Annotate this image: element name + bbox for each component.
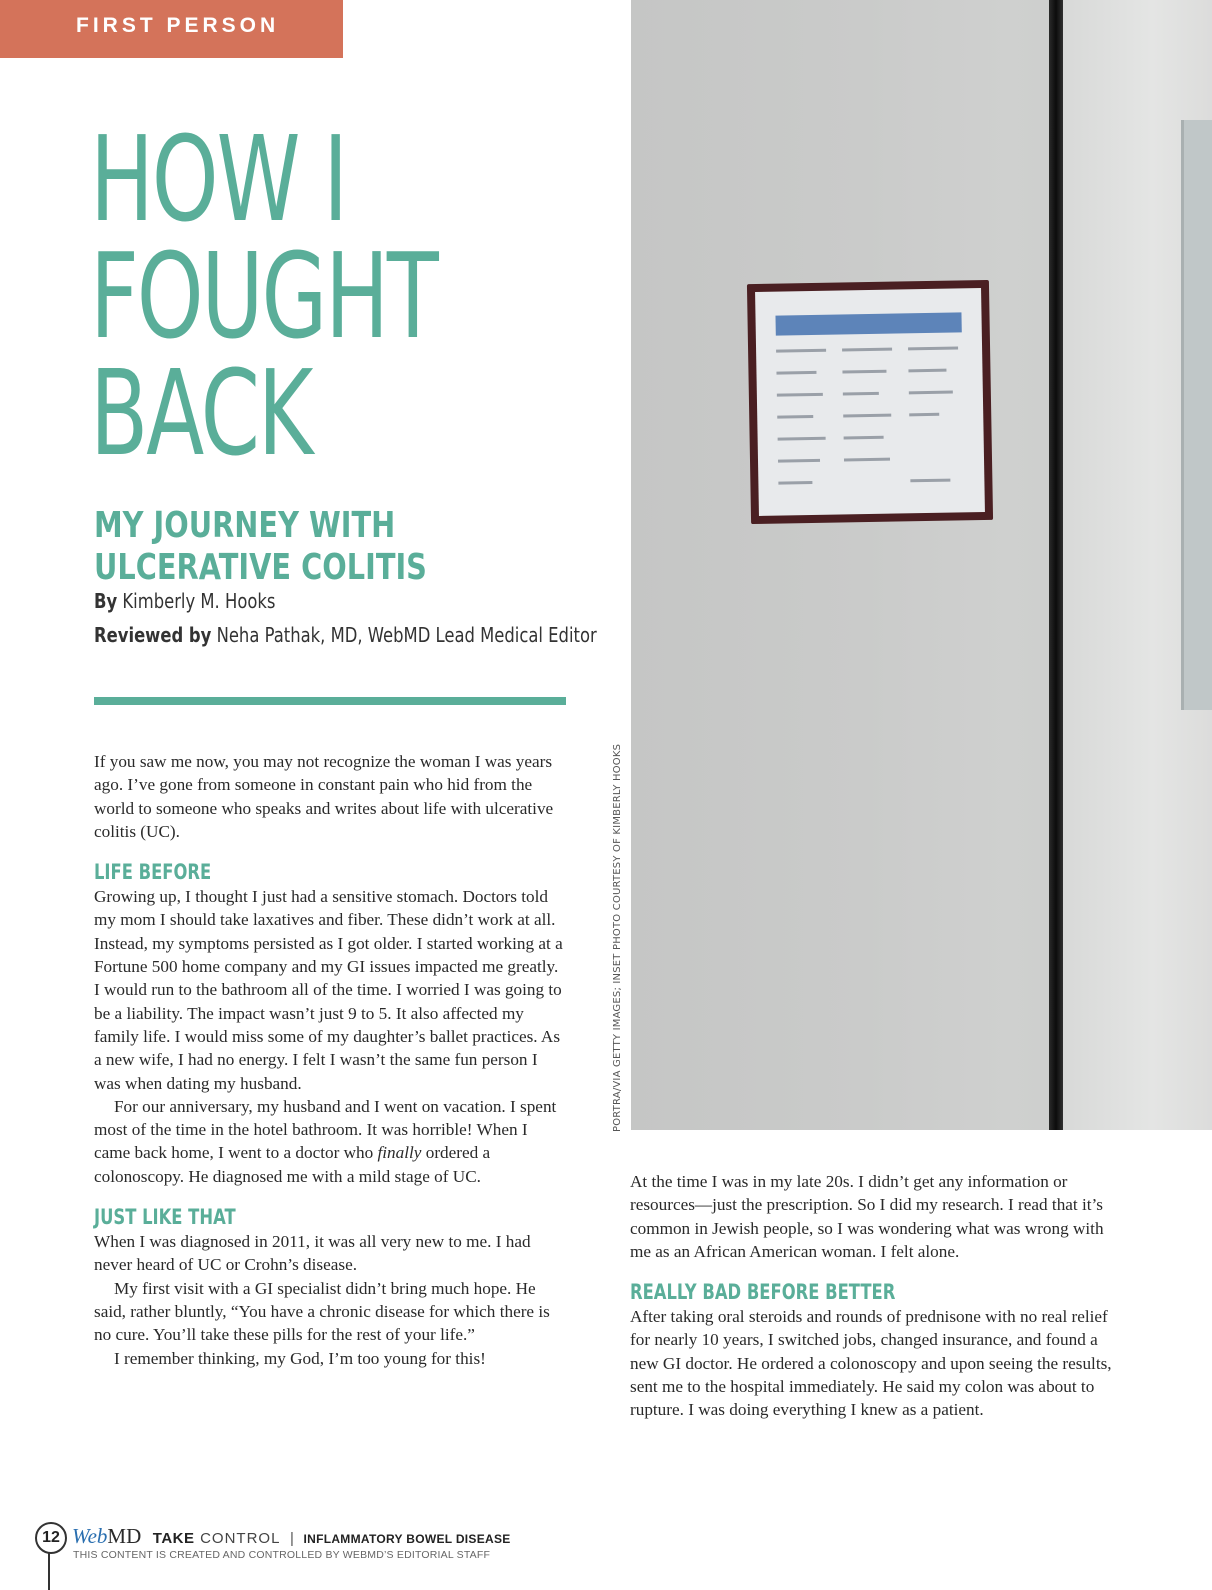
just-like-that-paragraph-2: My first visit with a GI specialist didn’t bring much hope. He said, rather bluntly, “You have a chronic disease for which there is no cure. You’ll take these pills for the rest of your life.”	[94, 1278, 550, 1345]
brand-separator: |	[290, 1530, 294, 1547]
headline-divider	[94, 697, 566, 705]
life-before-paragraph-1: Growing up, I thought I just had a sensitive stomach. Doctors told my mom I should take laxatives and fiber. These didn’t work at all. Instead, my symptoms persisted as I got older. I started working at a Fortune 500 home company and my GI issues impacted me greatly. I would run to the bathroom all of the time. I worried I was going to be a liability. The impact wasn’t just 9 to 5. It also affected my family life. I would miss some of my daughter’s ballet practices. As a new wife, I had no energy. I felt I wasn’t the same fun person I was when dating my husband.	[94, 887, 563, 1093]
subhead-line-1: MY JOURNEY WITH	[94, 505, 396, 546]
headline-line-1: HOW I	[90, 110, 347, 248]
page-number: 12	[35, 1522, 67, 1554]
framed-notice-image	[747, 280, 993, 524]
life-before-paragraph-2: For our anniversary, my husband and I went on vacation. I spent most of the time in the hotel bathroom. It was horrible! When I came back home, I went to a doctor who finally ordered a colonoscopy. He diagnosed me with a mild stage of UC.	[94, 1096, 557, 1186]
heading-really-bad-before-better: REALLY BAD BEFORE BETTER	[630, 1280, 896, 1305]
editorial-note: THIS CONTENT IS CREATED AND CONTROLLED BY WEBMD’S EDITORIAL STAFF	[73, 1549, 491, 1561]
right-paragraph-1: At the time I was in my late 20s. I didn’t get any information or resources—just the prescription. So I did my research. I read that it’s common in Jewish people, so I was wondering what was wrong with me as an African American woman. I felt alone.	[630, 1172, 1104, 1261]
brand-control: CONTROL	[200, 1530, 281, 1547]
headline-line-2: FOUGHT	[90, 227, 437, 365]
hospital-hallway-photo	[631, 0, 1212, 1130]
reviewed-by	[94, 623, 597, 647]
article-left-column	[94, 750, 566, 1370]
subhead-line-2: ULCERATIVE COLITIS	[94, 547, 427, 588]
headline	[90, 110, 437, 482]
intro-paragraph: If you saw me now, you may not recognize the woman I was years ago. I’ve gone from someone in constant pain who hid from the world to someone who speaks and writes about life with ulcerative colitis (UC).	[94, 752, 554, 841]
photo-credit: PORTRA/VIA GETTY IMAGES; INSET PHOTO COURTESY OF KIMBERLY HOOKS	[612, 743, 623, 1132]
heading-just-like-that: JUST LIKE THAT	[94, 1205, 236, 1230]
right-paragraph-2: After taking oral steroids and rounds of prednisone with no real relief for nearly 10 years, I switched jobs, changed insurance, and found a new GI doctor. He ordered a colonoscopy and upon seeing the results, sent me to the hospital immediately. He said my colon was about to rupture. I was doing everything I knew as a patient.	[630, 1307, 1112, 1420]
door-edge	[1049, 0, 1063, 1130]
byline-label: By	[94, 589, 118, 613]
glass-panel	[1181, 120, 1212, 710]
reviewed-label: Reviewed by	[94, 623, 212, 647]
subhead	[94, 505, 427, 589]
heading-life-before: LIFE BEFORE	[94, 860, 212, 885]
article-right-column	[630, 1170, 1113, 1422]
reviewer-name: Neha Pathak, MD, WebMD Lead Medical Editor	[216, 623, 597, 647]
emphasis-finally: finally	[377, 1143, 422, 1163]
byline-author: Kimberly M. Hooks	[122, 589, 276, 613]
brand-take: TAKE	[152, 1530, 195, 1547]
section-label: FIRST PERSON	[0, 0, 343, 58]
headline-line-3: BACK	[90, 344, 312, 482]
brand-md: MD	[107, 1524, 142, 1548]
just-like-that-paragraph-1: When I was diagnosed in 2011, it was all very new to me. I had never heard of UC or Crohn’s disease.	[94, 1232, 531, 1275]
brand-web: Web	[72, 1524, 108, 1548]
just-like-that-paragraph-3: I remember thinking, my God, I’m too young for this!	[114, 1348, 486, 1368]
byline	[94, 589, 275, 613]
publication-topic: INFLAMMATORY BOWEL DISEASE	[303, 1532, 511, 1546]
footer-brand	[72, 1524, 511, 1549]
